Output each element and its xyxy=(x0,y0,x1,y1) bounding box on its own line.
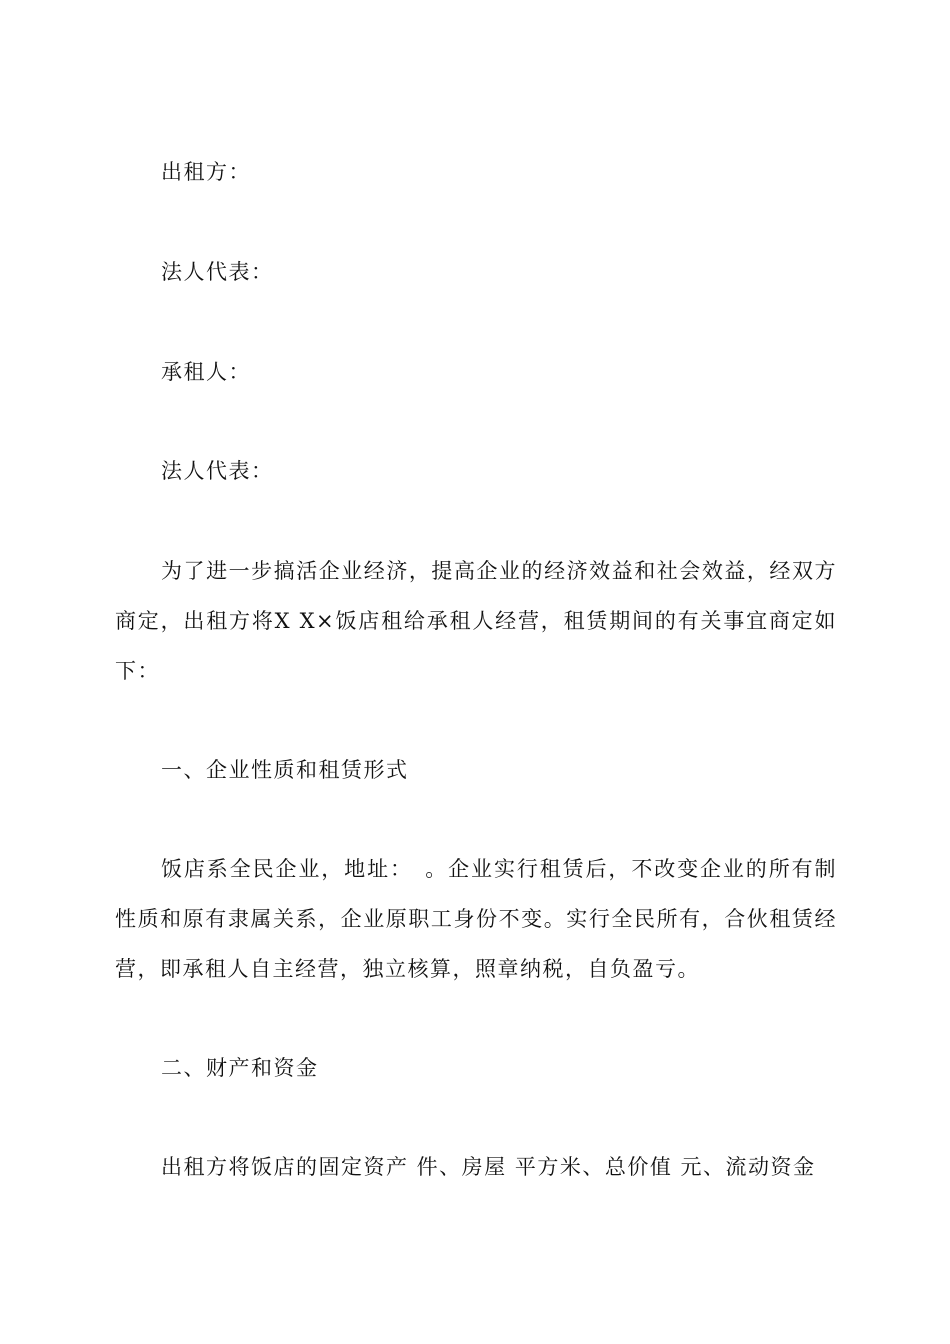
lessee-label: 承租人： xyxy=(161,360,251,384)
section-1-body: 饭店系全民企业，地址： 。企业实行租赁后，不改变企业的所有制性质和原有隶属关系，企业原职工身份不变。实行全民所有，合伙租赁经营，即承租人自主经营，独立核算，照章纳税，自负盈亏。 xyxy=(115,857,837,981)
intro-paragraph: 为了进一步搞活企业经济，提高企业的经济效益和社会效益，经双方商定，出租方将X X×饭店租给承租人经营，租赁期间的有关事宜商定如下： xyxy=(115,559,837,683)
lessee-representative-label: 法人代表： xyxy=(161,459,274,483)
section-2-body: 出租方将饭店的固定资产 件、房屋 平方米、总价值 元、流动资金 xyxy=(161,1155,816,1179)
lessor-representative-label: 法人代表： xyxy=(161,260,274,284)
section-1-heading: 一、企业性质和租赁形式 xyxy=(161,758,409,782)
section-2-heading: 二、财产和资金 xyxy=(161,1056,319,1080)
lessor-label: 出租方： xyxy=(161,160,251,184)
